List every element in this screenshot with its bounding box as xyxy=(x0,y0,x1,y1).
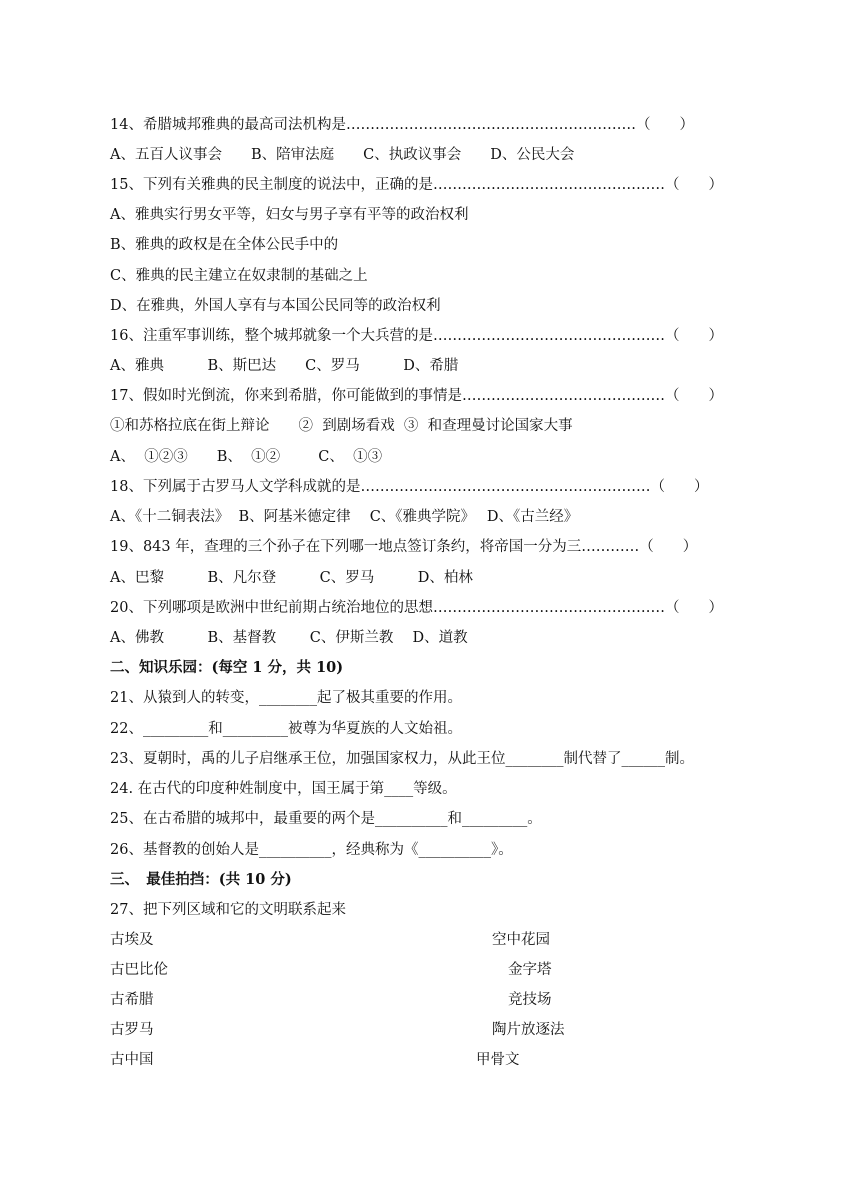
question-24: 24. 在古代的印度种姓制度中，国王属于第____等级。 xyxy=(110,781,457,797)
match-left-5: 古中国 xyxy=(110,1052,154,1068)
match-right-4: 陶片放逐法 xyxy=(492,1022,565,1038)
question-17-options: A、 ①②③ B、 ①② C、 ①③ xyxy=(110,449,383,465)
question-20-options: A、佛教 B、基督教 C、伊斯兰教 D、道教 xyxy=(110,630,468,646)
question-15-option-b: B、雅典的政权是在全体公民手中的 xyxy=(110,237,339,253)
question-19-options: A、巴黎 B、凡尔登 C、罗马 D、柏林 xyxy=(110,570,473,586)
match-right-3: 竞技场 xyxy=(508,992,552,1008)
match-right-1: 空中花园 xyxy=(492,932,550,948)
match-right-2: 金字塔 xyxy=(508,962,552,978)
question-16-stem: 16、注重军事训练，整个城邦就象一个大兵营的是…………………………………………（ ） xyxy=(110,328,723,344)
question-15-option-a: A、雅典实行男女平等，妇女与男子享有平等的政治权利 xyxy=(110,207,469,223)
match-right-5: 甲骨文 xyxy=(476,1052,520,1068)
question-21: 21、从猿到人的转变，________起了极其重要的作用。 xyxy=(110,690,462,706)
section-3-heading: 三、 最佳拍挡：(共 10 分) xyxy=(110,871,292,888)
question-18-options: A、《十二铜表法》 B、阿基米德定律 C、《雅典学院》 D、《古兰经》 xyxy=(110,509,579,525)
question-17-statements: ①和苏格拉底在街上辩论 ② 到剧场看戏 ③ 和查理曼讨论国家大事 xyxy=(110,418,573,434)
question-15-option-c: C、雅典的民主建立在奴隶制的基础之上 xyxy=(110,268,368,284)
question-14-options: A、五百人议事会 B、陪审法庭 C、执政议事会 D、公民大会 xyxy=(110,147,575,163)
question-23: 23、夏朝时，禹的儿子启继承王位，加强国家权力，从此王位________制代替了______制。 xyxy=(110,751,694,767)
question-17-stem: 17、假如时光倒流，你来到希腊，你可能做到的事情是……………………………………（ ） xyxy=(110,388,723,404)
question-15-stem: 15、下列有关雅典的民主制度的说法中，正确的是…………………………………………（ ） xyxy=(110,177,723,193)
question-22: 22、_________和_________被尊为华夏族的人文始祖。 xyxy=(110,721,462,737)
match-left-3: 古希腊 xyxy=(110,992,154,1008)
question-19-stem: 19、843 年，查理的三个孙子在下列哪一地点签订条约，将帝国一分为三…………（ ） xyxy=(110,539,698,555)
question-18-stem: 18、下列属于古罗马人文学科成就的是……………………………………………………（ ） xyxy=(110,479,709,495)
question-27-instruction: 27、把下列区域和它的文明联系起来 xyxy=(110,902,346,918)
match-left-4: 古罗马 xyxy=(110,1022,154,1038)
match-left-2: 古巴比伦 xyxy=(110,962,168,978)
question-15-option-d: D、在雅典，外国人享有与本国公民同等的政治权利 xyxy=(110,298,441,314)
question-25: 25、在古希腊的城邦中，最重要的两个是__________和_________。 xyxy=(110,811,542,827)
section-2-heading: 二、知识乐园：(每空 1 分，共 10) xyxy=(110,659,344,676)
question-26: 26、基督教的创始人是__________，经典称为《__________》。 xyxy=(110,842,513,858)
match-left-1: 古埃及 xyxy=(110,932,154,948)
question-20-stem: 20、下列哪项是欧洲中世纪前期占统治地位的思想…………………………………………（ ） xyxy=(110,600,723,616)
question-16-options: A、雅典 B、斯巴达 C、罗马 D、希腊 xyxy=(110,358,459,374)
question-14-stem: 14、希腊城邦雅典的最高司法机构是……………………………………………………（ ） xyxy=(110,117,694,133)
